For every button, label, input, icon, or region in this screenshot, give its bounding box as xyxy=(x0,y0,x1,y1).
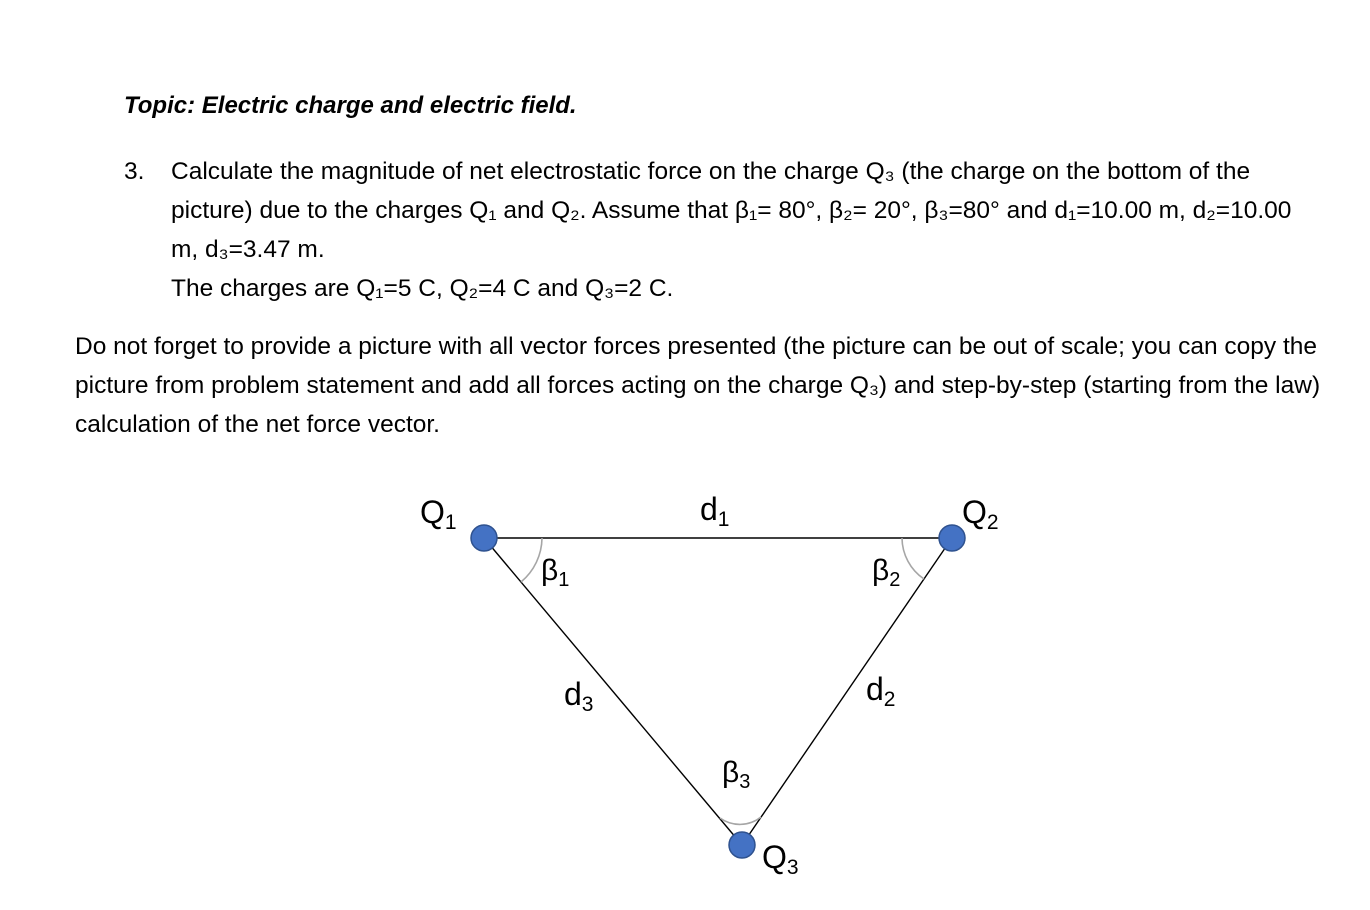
charge-q1 xyxy=(471,525,497,551)
label-q2: Q2 xyxy=(962,494,999,534)
label-b1: $\beta_1$ xyxy=(541,554,570,591)
label-d1: d1 xyxy=(700,491,730,531)
angle-arc-b3 xyxy=(720,817,761,824)
label-b2: $\beta_2$ xyxy=(872,554,901,591)
problem-text-line-2: The charges are Q₁=5 C, Q₂=4 C and Q₃=2 C. xyxy=(171,275,674,302)
label-d3: d3 xyxy=(564,676,594,716)
side-d3 xyxy=(484,538,742,845)
label-q1: Q1 xyxy=(420,494,457,534)
problem-number: 3. xyxy=(124,158,145,185)
label-q3: Q3 xyxy=(762,839,799,879)
instructions-note: Do not forget to provide a picture with all vector forces presented (the picture can be out of scale; you can copy the picture from problem statement and add all forces acting on the charge Q₃) and step-by-step (starting from the law) calculation of the net force vector. xyxy=(75,333,1321,438)
side-d2 xyxy=(742,538,952,845)
label-d2: d2 xyxy=(866,671,896,711)
charge-q3 xyxy=(729,832,755,858)
angle-arc-b1 xyxy=(521,538,542,582)
label-b3: $\beta_3$ xyxy=(722,756,751,793)
topic-heading: Topic: Electric charge and electric field. xyxy=(124,92,577,119)
angle-arc-b2 xyxy=(902,538,924,579)
problem-text-line-1: Calculate the magnitude of net electrostatic force on the charge Q₃ (the charge on the bottom of the picture) due to the charges Q₁ and Q₂. Assume that β₁= 80°, β₂= 20°, β₃=80° and d₁=10.00 m, d₂=10.00 m, d₃=3.47 m. xyxy=(171,158,1292,263)
